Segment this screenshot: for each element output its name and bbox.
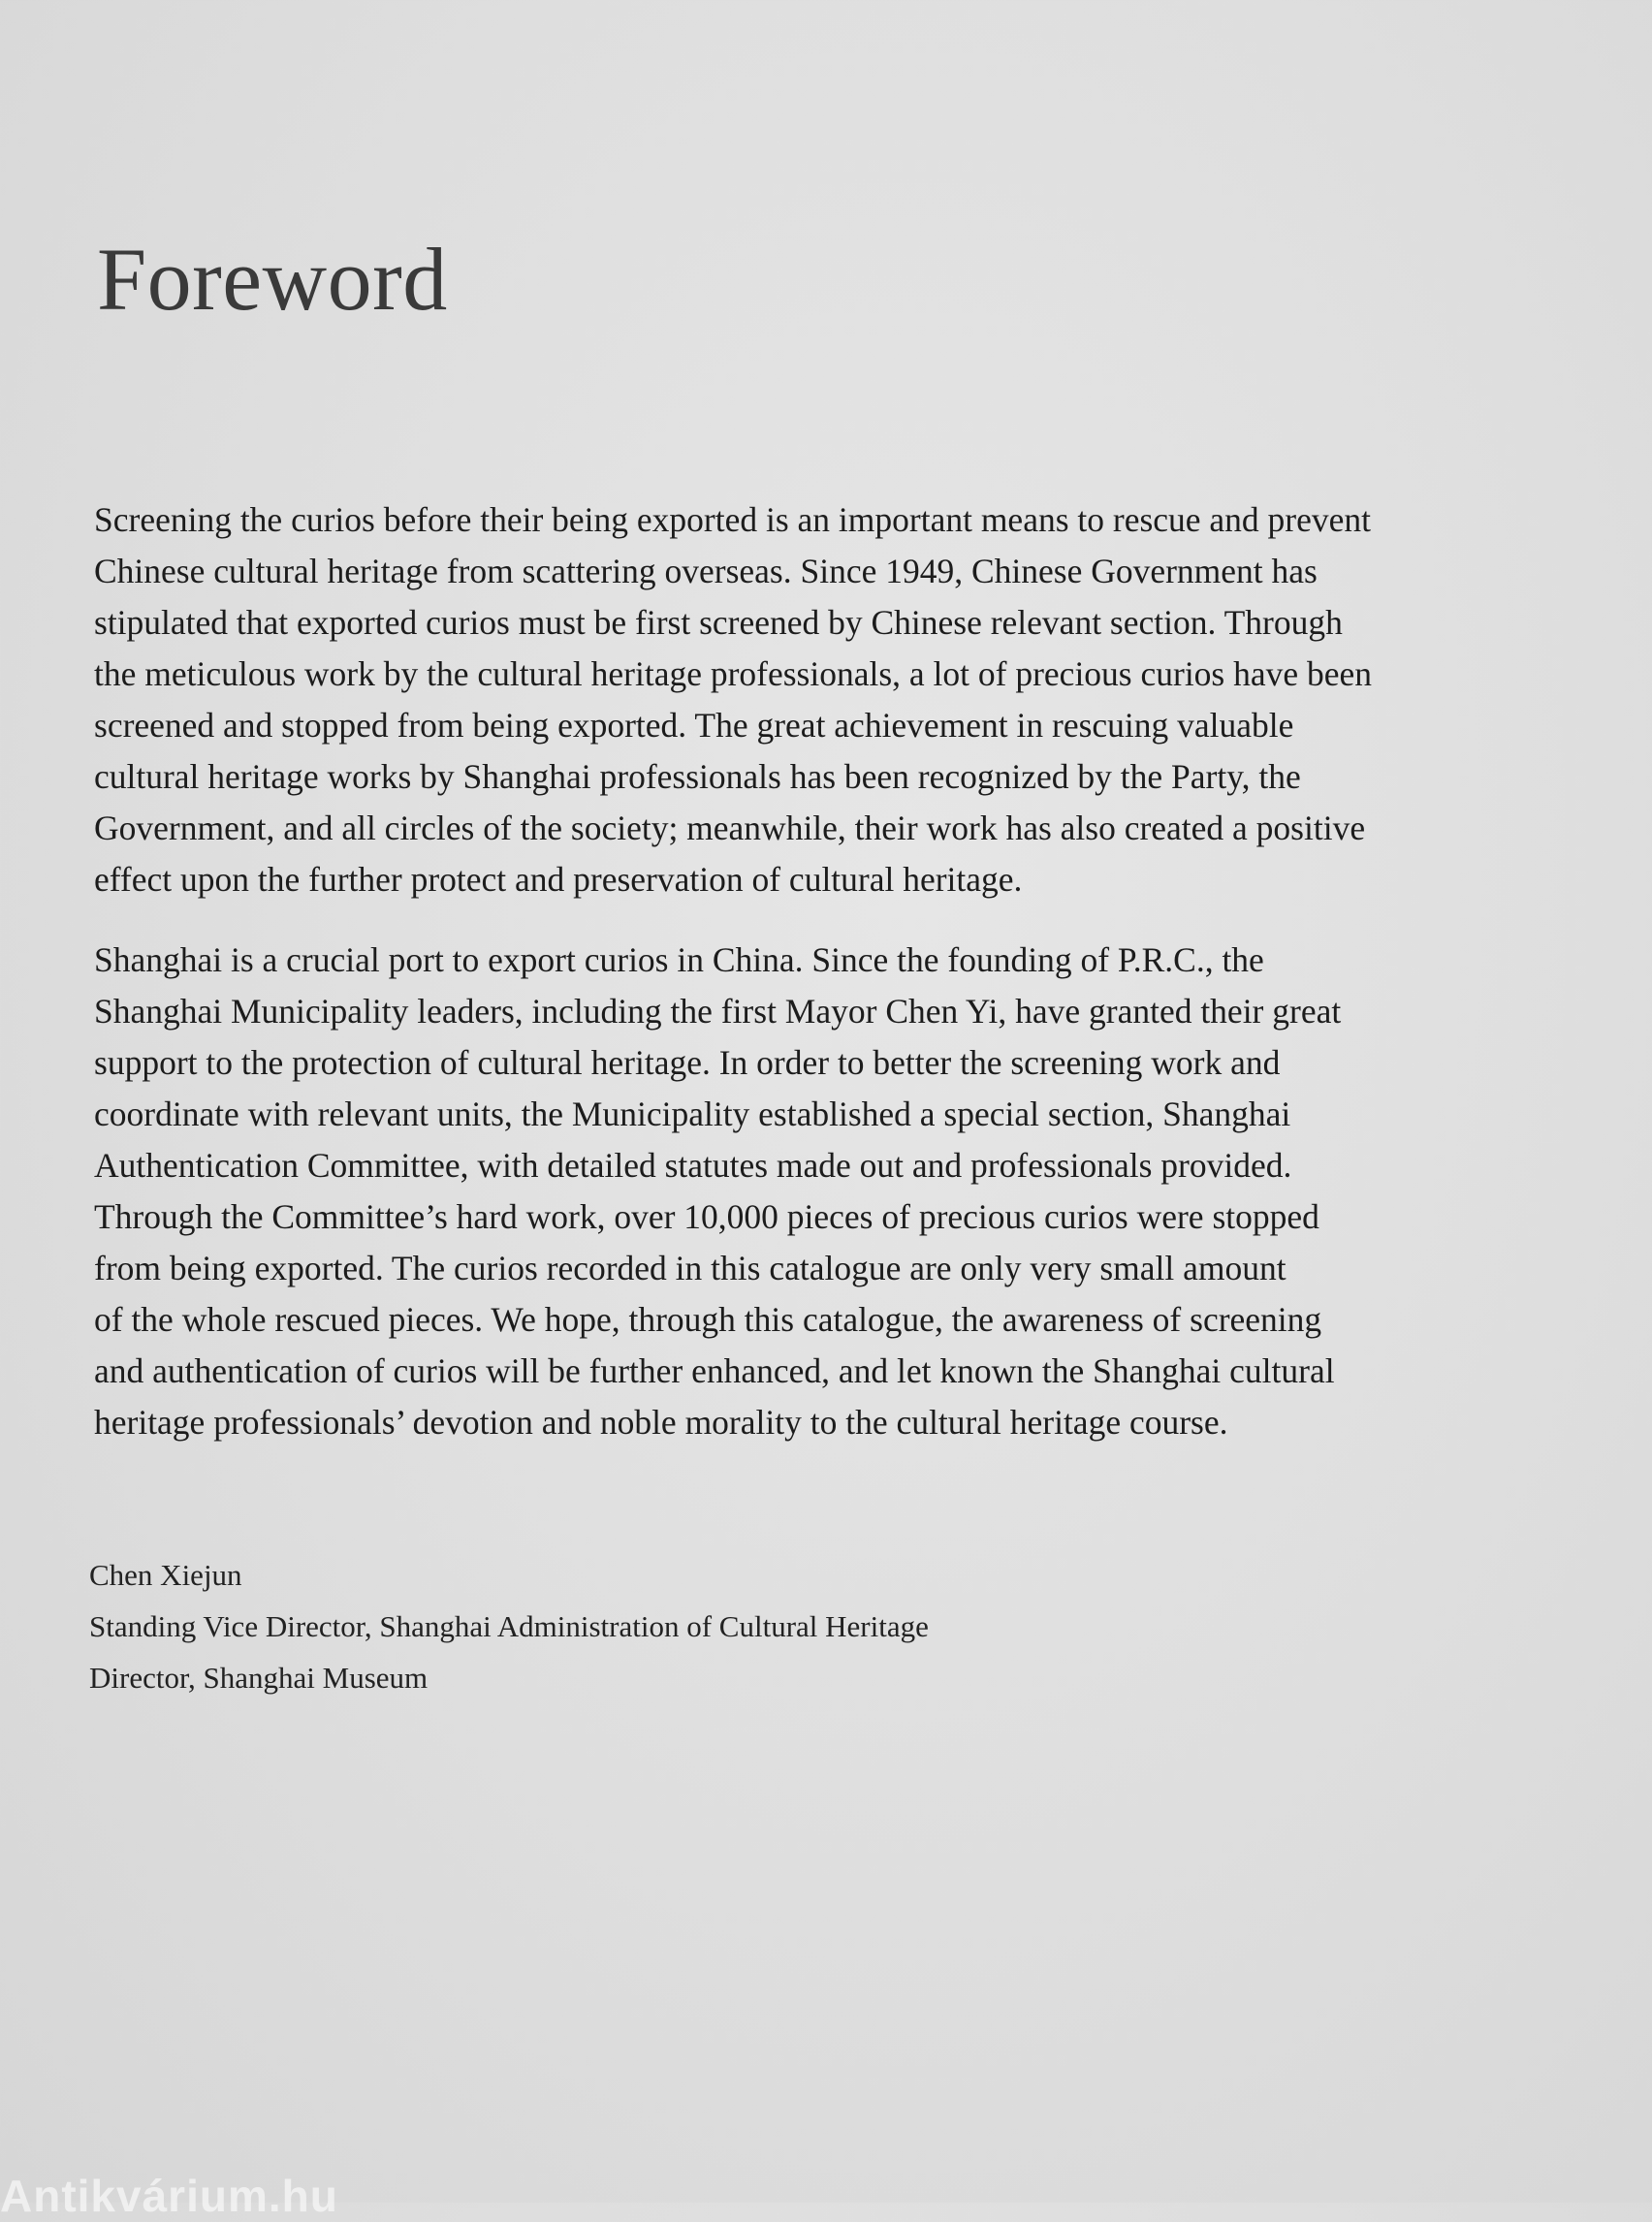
watermark: Antikvárium.hu	[0, 2171, 338, 2221]
paragraph-1	[94, 494, 1558, 905]
paragraph-line: Shanghai is a crucial port to export curios in China. Since the founding of P.R.C., the	[94, 940, 1264, 979]
paragraph-line: Shanghai Municipality leaders, including the first Mayor Chen Yi, have granted their great	[94, 992, 1342, 1031]
paragraph-line: stipulated that exported curios must be first screened by Chinese relevant section. Through	[94, 603, 1343, 642]
paragraph-line: support to the protection of cultural heritage. In order to better the screening work and	[94, 1043, 1281, 1082]
paragraph-line: screened and stopped from being exported. The great achievement in rescuing valuable	[94, 706, 1294, 745]
paragraph-line: effect upon the further protect and preservation of cultural heritage.	[94, 860, 1023, 899]
paragraph-line: Screening the curios before their being exported is an important means to rescue and prevent	[94, 500, 1371, 539]
paragraph-line: cultural heritage works by Shanghai professionals has been recognized by the Party, the	[94, 757, 1301, 796]
paragraph-line: from being exported. The curios recorded in this catalogue are only very small amount	[94, 1249, 1287, 1287]
paragraph-line: the meticulous work by the cultural heritage professionals, a lot of precious curios have been	[94, 654, 1373, 693]
signature-block	[89, 1549, 929, 1703]
signature-name: Chen Xiejun	[89, 1558, 242, 1592]
signature-title-1: Standing Vice Director, Shanghai Administration of Cultural Heritage	[89, 1609, 929, 1643]
page-title: Foreword	[97, 230, 448, 329]
paragraph-line: Chinese cultural heritage from scattering overseas. Since 1949, Chinese Government has	[94, 552, 1318, 590]
paragraph-line: Authentication Committee, with detailed statutes made out and professionals provided.	[94, 1146, 1292, 1185]
paragraph-line: of the whole rescued pieces. We hope, through this catalogue, the awareness of screening	[94, 1300, 1322, 1339]
paragraph-line: heritage professionals’ devotion and noble morality to the cultural heritage course.	[94, 1403, 1228, 1442]
paragraph-2	[94, 935, 1558, 1448]
foreword-body	[94, 494, 1558, 1477]
paragraph-line: coordinate with relevant units, the Municipality established a special section, Shanghai	[94, 1095, 1291, 1133]
paragraph-line: and authentication of curios will be further enhanced, and let known the Shanghai cultural	[94, 1351, 1335, 1390]
signature-title-2: Director, Shanghai Museum	[89, 1661, 429, 1695]
paragraph-line: Government, and all circles of the society; meanwhile, their work has also created a positive	[94, 809, 1366, 847]
paragraph-line: Through the Committee’s hard work, over 10,000 pieces of precious curios were stopped	[94, 1197, 1319, 1236]
